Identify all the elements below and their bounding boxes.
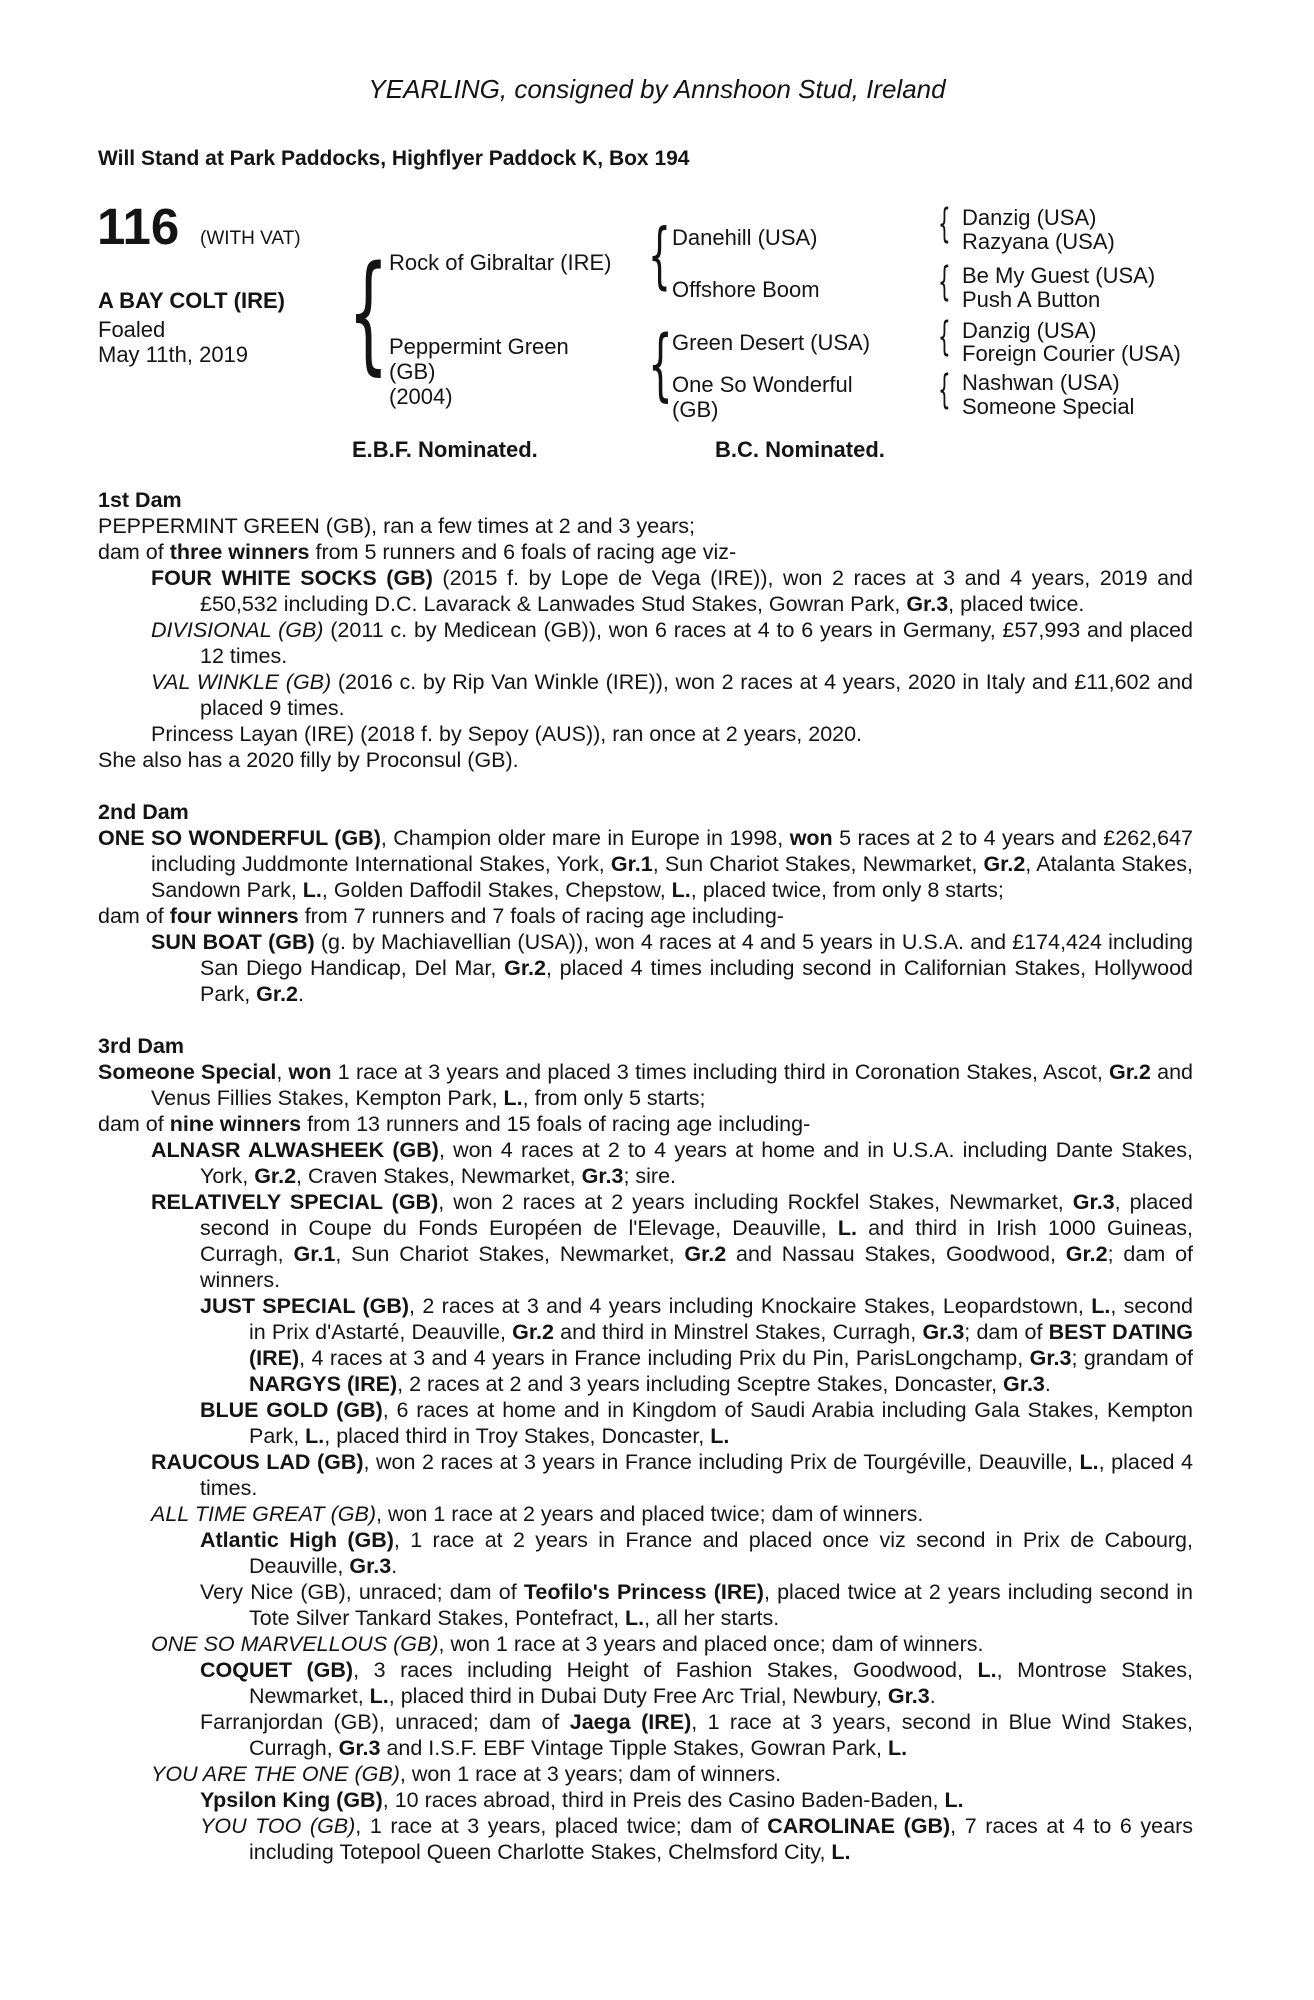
text-run: ALNASR ALWASHEEK (GB) <box>151 1138 439 1162</box>
text-run: L. <box>831 1840 851 1864</box>
text-run: . <box>929 1684 936 1708</box>
text-run: Gr.1 <box>610 852 653 876</box>
text-run: RAUCOUS LAD (GB) <box>151 1450 364 1474</box>
page-title: YEARLING, consigned by Annshoon Stud, Ireland <box>368 74 946 104</box>
text-run: , Sun Chariot Stakes, Newmarket, <box>335 1242 685 1266</box>
record-paragraph <box>98 721 1193 747</box>
text-run: Gr.2 <box>254 1164 297 1188</box>
pedigree-sire-dam <box>672 277 820 302</box>
pedigree-dam <box>389 334 569 409</box>
pedigree-ancestor: Razyana (USA) <box>962 229 1115 254</box>
pedigree-ancestor: Nashwan (USA) <box>962 370 1120 395</box>
text-run: CAROLINAE (GB) <box>767 1814 951 1838</box>
produce-record <box>98 487 1193 1865</box>
text-run: Princess Layan (IRE) (2018 f. by Sepoy (AUS)), ran once at 2 years, 2020. <box>151 722 863 746</box>
text-run: . <box>391 1554 398 1578</box>
record-paragraph <box>98 1631 1193 1657</box>
text-run: Gr.2 <box>256 982 298 1006</box>
text-run: and Venus Fillies Stakes, Kempton Park, <box>151 1060 1193 1110</box>
record-paragraph <box>98 1137 1193 1189</box>
pedigree-brace-main <box>348 238 389 390</box>
record-paragraph <box>98 539 1193 565</box>
text-run: She also has a 2020 filly by Proconsul (GB). <box>98 748 519 772</box>
text-run: VAL WINKLE (GB) <box>151 670 332 694</box>
text-run: , second in Prix d'Astarté, Deauville, <box>249 1294 1194 1344</box>
text-run: , placed third in Dubai Duty Free Arc Trial, Newbury, <box>388 1684 888 1708</box>
record-paragraph <box>98 1709 1193 1761</box>
text-run: YOU TOO (GB) <box>200 1814 356 1838</box>
text-run: , 10 races abroad, third in Preis des Casino Baden-Baden, <box>382 1788 945 1812</box>
bc-nominated-label: B.C. Nominated. <box>715 437 885 462</box>
pedigree-ancestor: Danzig (USA) <box>962 318 1097 343</box>
text-run: , 7 races at 4 to 6 years including Totepool Queen Charlotte Stakes, Chelmsford City, <box>249 1814 1193 1864</box>
text-run: ONE SO MARVELLOUS (GB) <box>151 1632 439 1656</box>
pedigree-brace-gen3-1 <box>938 200 951 248</box>
text-run: , 6 races at home and in Kingdom of Saudi Arabia including Gala Stakes, Kempton Park, <box>249 1398 1193 1448</box>
pedigree-sire-sire <box>672 225 818 250</box>
text-run: ; dam of <box>964 1320 1049 1344</box>
text-run: (2011 c. by Medicean (GB)), won 6 races at 4 to 6 years in Germany, £57,993 and placed 12 times. <box>200 618 1193 668</box>
record-paragraph <box>98 669 1193 721</box>
text-run: 1 race at 3 years and placed 3 times including third in Coronation Stakes, Ascot, <box>331 1060 1110 1084</box>
record-paragraph <box>98 513 1193 539</box>
text-run: Very Nice (GB), unraced; dam of <box>200 1580 524 1604</box>
text-run: SUN BOAT (GB) <box>151 930 315 954</box>
text-run: L. <box>369 1684 389 1708</box>
text-run: Farranjordan (GB), unraced; dam of <box>200 1710 570 1734</box>
dam-section <box>98 487 1193 773</box>
text-run: YOU ARE THE ONE (GB) <box>151 1762 400 1786</box>
text-run: and Nassau Stakes, Goodwood, <box>726 1242 1066 1266</box>
text-run: Gr.3 <box>338 1736 381 1760</box>
text-run: won <box>789 826 833 850</box>
pedigree-ancestor: Be My Guest (USA) <box>962 263 1156 288</box>
record-paragraph <box>98 1111 1193 1137</box>
pedigree-name: Peppermint Green <box>389 334 569 359</box>
record-paragraph <box>98 1813 1193 1865</box>
text-run: Gr.3 <box>1029 1346 1072 1370</box>
text-run: L. <box>710 1424 730 1448</box>
pedigree-brace-sire <box>648 212 671 298</box>
pedigree-sire <box>389 250 612 275</box>
record-paragraph <box>98 825 1193 903</box>
text-run: Gr.2 <box>1065 1242 1108 1266</box>
text-run: , 1 race at 2 years in France and placed once viz second in Prix de Cabourg, Deauville, <box>249 1528 1193 1578</box>
pedigree-dam-sire <box>672 330 870 355</box>
text-run: PEPPERMINT GREEN (GB), ran a few times at 2 and 3 years; <box>98 514 696 538</box>
text-run: L. <box>503 1086 523 1110</box>
text-run: three winners <box>169 540 310 564</box>
text-run: Gr.3 <box>1072 1190 1115 1214</box>
text-run: , Atalanta Stakes, Sandown Park, <box>151 852 1193 902</box>
text-run: from 5 runners and 6 foals of racing age viz- <box>309 540 737 564</box>
text-run: FOUR WHITE SOCKS (GB) <box>151 566 433 590</box>
record-paragraph <box>98 929 1193 1007</box>
pedigree-name: (GB) <box>672 397 719 422</box>
text-run: Gr.2 <box>1109 1060 1151 1084</box>
text-run: ONE SO WONDERFUL (GB) <box>98 826 381 850</box>
text-run: , 3 races including Height of Fashion Stakes, Goodwood, <box>353 1658 978 1682</box>
text-run: L. <box>887 1736 908 1760</box>
text-run: L. <box>671 878 691 902</box>
pedigree-brace-gen3-3 <box>938 313 951 361</box>
record-paragraph <box>98 1761 1193 1787</box>
pedigree-brace-gen3-2 <box>938 258 951 306</box>
text-run: L. <box>837 1216 857 1240</box>
text-run: , <box>276 1060 289 1084</box>
text-run: Someone Special <box>98 1060 277 1084</box>
dam-section-heading: 3rd Dam <box>98 1034 185 1058</box>
text-run: Gr.2 <box>983 852 1026 876</box>
record-paragraph <box>98 1293 1193 1397</box>
text-run: , won 2 races at 2 years including Rockfel Stakes, Newmarket, <box>438 1190 1073 1214</box>
foaled-date: May 11th, 2019 <box>98 342 249 367</box>
record-paragraph <box>98 1059 1193 1111</box>
text-run: , won 1 race at 3 years; dam of winners. <box>399 1762 782 1786</box>
text-run: Gr.2 <box>512 1320 554 1344</box>
text-run: Teofilo's Princess (IRE) <box>523 1580 764 1604</box>
text-run: L. <box>305 1424 325 1448</box>
text-run: Gr.3 <box>349 1554 392 1578</box>
pedigree-name: Rock of Gibraltar (IRE) <box>389 250 612 275</box>
text-run: from 13 runners and 15 foals of racing age including- <box>301 1112 811 1136</box>
text-run: , 1 race at 3 years, placed twice; dam of <box>355 1814 768 1838</box>
text-run: , 2 races at 3 and 4 years including Knockaire Stakes, Leopardstown, <box>409 1294 1092 1318</box>
record-paragraph <box>98 1787 1193 1813</box>
text-run: , 2 races at 2 and 3 years including Sceptre Stakes, Doncaster, <box>397 1372 1004 1396</box>
text-run: , placed third in Troy Stakes, Doncaster, <box>324 1424 711 1448</box>
text-run: , Craven Stakes, Newmarket, <box>296 1164 582 1188</box>
pedigree-ancestor: Push A Button <box>962 287 1101 312</box>
text-run: , won 4 races at 2 to 4 years at home and in U.S.A. including Dante Stakes, York, <box>200 1138 1193 1188</box>
text-run: Gr.3 <box>887 1684 930 1708</box>
text-run: ; dam of winners. <box>200 1242 1193 1292</box>
text-run: and third in Minstrel Stakes, Curragh, <box>553 1320 923 1344</box>
text-run: , won 2 races at 3 years in France including Prix de Tourgéville, Deauville, <box>363 1450 1080 1474</box>
dam-section-heading: 2nd Dam <box>98 800 189 824</box>
record-paragraph <box>98 1527 1193 1579</box>
text-run: BLUE GOLD (GB) <box>200 1398 383 1422</box>
text-run: Jaega (IRE) <box>569 1710 692 1734</box>
text-run: ALL TIME GREAT (GB) <box>151 1502 376 1526</box>
text-run: L. <box>1079 1450 1099 1474</box>
pedigree-brace-dam <box>648 318 673 412</box>
text-run: , placed twice, from only 8 starts; <box>690 878 1004 902</box>
text-run: four winners <box>169 904 299 928</box>
text-run: , placed second in Coupe du Fonds Européen de l'Elevage, Deauville, <box>200 1190 1193 1240</box>
record-paragraph <box>98 903 1193 929</box>
text-run: . <box>1044 1372 1051 1396</box>
text-run: and third in Irish 1000 Guineas, Curragh, <box>200 1216 1193 1266</box>
text-run: . <box>298 982 304 1006</box>
pedigree-name: (GB) <box>389 359 436 384</box>
record-paragraph <box>98 1501 1193 1527</box>
text-run: (2015 f. by Lope de Vega (IRE)), won 2 races at 3 and 4 years, 2019 and £50,532 including D.C. Lavarack & Lanwades Stud Stakes, Gowran Park, <box>200 566 1193 616</box>
record-paragraph <box>98 617 1193 669</box>
pedigree-ancestor: Someone Special <box>962 394 1135 419</box>
text-run: from 7 runners and 7 foals of racing age including- <box>298 904 784 928</box>
text-run: (g. by Machiavellian (USA)), won 4 races at 4 and 5 years in U.S.A. and £174,424 including San Diego Handicap, Del Mar, <box>200 930 1193 980</box>
text-run: , placed 4 times. <box>200 1450 1193 1500</box>
pedigree-dam-dam <box>672 372 853 422</box>
text-run: , won 1 race at 3 years and placed once; dam of winners. <box>438 1632 984 1656</box>
foaled-label: Foaled <box>98 317 166 342</box>
vat-note: (WITH VAT) <box>200 228 301 249</box>
pedigree-name: Green Desert (USA) <box>672 330 871 355</box>
pedigree-ancestor: Foreign Courier (USA) <box>962 341 1181 366</box>
text-run: , Golden Daffodil Stakes, Chepstow, <box>321 878 672 902</box>
dam-section <box>98 799 1193 1007</box>
text-run: L. <box>1091 1294 1111 1318</box>
text-run: COQUET (GB) <box>200 1658 354 1682</box>
text-run: RELATIVELY SPECIAL (GB) <box>151 1190 439 1214</box>
text-run: ; sire. <box>623 1164 677 1188</box>
text-run: BEST DATING (IRE) <box>249 1320 1193 1370</box>
text-run: (2016 c. by Rip Van Winkle (IRE)), won 2 races at 4 years, 2020 in Italy and £11,602 and placed 9 times. <box>200 670 1193 720</box>
text-run: , Champion older mare in Europe in 1998, <box>380 826 790 850</box>
text-run: L. <box>977 1658 997 1682</box>
text-run: dam of <box>98 1112 170 1136</box>
pedigree-name: One So Wonderful <box>672 372 853 397</box>
text-run: L. <box>944 1788 964 1812</box>
text-run: Gr.3 <box>1003 1372 1045 1396</box>
text-run: 5 races at 2 to 4 years and £262,647 including Juddmonte International Stakes, York, <box>151 826 1193 876</box>
text-run: NARGYS (IRE) <box>249 1372 398 1396</box>
pedigree-brace-gen3-4 <box>938 366 951 414</box>
text-run: Gr.2 <box>504 956 546 980</box>
record-paragraph <box>98 1397 1193 1449</box>
text-run: , all her starts. <box>644 1606 780 1630</box>
pedigree-name: Danehill (USA) <box>672 225 818 250</box>
text-run: , won 1 race at 2 years and placed twice; dam of winners. <box>376 1502 924 1526</box>
text-run: ; grandam of <box>1071 1346 1193 1370</box>
lot-number: 116 <box>97 198 180 255</box>
text-run: , from only 5 starts; <box>522 1086 706 1110</box>
text-run: JUST SPECIAL (GB) <box>200 1294 410 1318</box>
text-run: won <box>288 1060 332 1084</box>
text-run: , 4 races at 3 and 4 years in France including Prix du Pin, ParisLongchamp, <box>299 1346 1030 1370</box>
text-run: , placed 4 times including second in Californian Stakes, Hollywood Park, <box>200 956 1194 1006</box>
dam-section <box>98 1033 1193 1865</box>
text-run: , placed twice. <box>948 592 1085 616</box>
dam-section-heading: 1st Dam <box>98 488 182 512</box>
text-run: Gr.3 <box>906 592 949 616</box>
record-paragraph <box>98 1657 1193 1709</box>
text-run: dam of <box>98 904 170 928</box>
stand-location-line: Will Stand at Park Paddocks, Highflyer Paddock K, Box 194 <box>98 147 690 170</box>
text-run: , Sun Chariot Stakes, Newmarket, <box>652 852 984 876</box>
text-run: , Montrose Stakes, Newmarket, <box>249 1658 1193 1708</box>
text-run: Gr.3 <box>581 1164 624 1188</box>
lot-name: A BAY COLT (IRE) <box>98 288 286 313</box>
text-run: L. <box>625 1606 645 1630</box>
record-paragraph <box>98 565 1193 617</box>
text-run: , 1 race at 3 years, second in Blue Wind Stakes, Curragh, <box>249 1710 1193 1760</box>
text-run: L. <box>302 878 322 902</box>
text-run: nine winners <box>169 1112 302 1136</box>
text-run: Atlantic High (GB) <box>200 1528 394 1552</box>
pedigree-name: Offshore Boom <box>672 277 820 302</box>
text-run: Ypsilon King (GB) <box>200 1788 383 1812</box>
text-run: and I.S.F. EBF Vintage Tipple Stakes, Gowran Park, <box>380 1736 888 1760</box>
text-run: Gr.2 <box>684 1242 727 1266</box>
record-paragraph <box>98 747 1193 773</box>
text-run: dam of <box>98 540 170 564</box>
text-run: , placed twice at 2 years including second in Tote Silver Tankard Stakes, Pontefract, <box>249 1580 1194 1630</box>
record-paragraph <box>98 1189 1193 1293</box>
text-run: Gr.1 <box>293 1242 336 1266</box>
pedigree-name: (2004) <box>389 384 453 409</box>
pedigree-ancestor: Danzig (USA) <box>962 205 1097 230</box>
ebf-nominated-label: E.B.F. Nominated. <box>352 437 538 462</box>
text-run: DIVISIONAL (GB) <box>151 618 324 642</box>
text-run: Gr.3 <box>922 1320 965 1344</box>
record-paragraph <box>98 1449 1193 1501</box>
record-paragraph <box>98 1579 1193 1631</box>
